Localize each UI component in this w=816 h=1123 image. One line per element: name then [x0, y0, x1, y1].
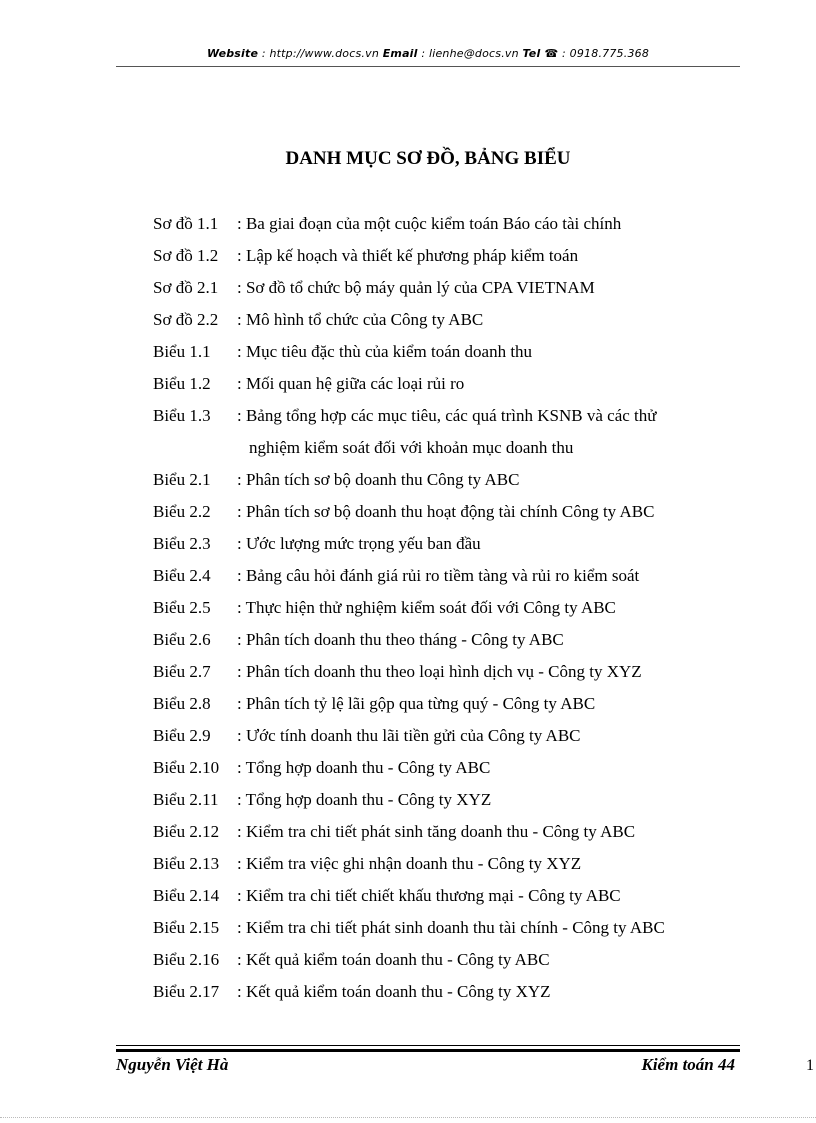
list-item	[153, 752, 737, 784]
entry-code: Biểu 1.3	[153, 406, 211, 425]
entry-text: : Bảng câu hỏi đánh giá rủi ro tiềm tàng và rủi ro kiểm soát	[237, 566, 640, 585]
entry-text-continuation: nghiệm kiểm soát đối với khoản mục doanh thu	[249, 438, 574, 457]
list-item	[153, 336, 737, 368]
page-title: DANH MỤC SƠ ĐỒ, BẢNG BIỂU	[285, 148, 571, 169]
entry-code: Sơ đồ 1.2	[153, 246, 219, 265]
list-item	[153, 464, 737, 496]
list-item	[153, 496, 737, 528]
entry-code: Biểu 2.15	[153, 918, 220, 937]
list-item	[153, 848, 737, 880]
entry-code: Biểu 2.4	[153, 566, 211, 585]
entry-text: : Kiểm tra việc ghi nhận doanh thu - Công ty XYZ	[237, 854, 582, 873]
list-item	[153, 592, 737, 624]
entry-code: Biểu 2.12	[153, 822, 220, 841]
entry-text: : Kết quả kiểm toán doanh thu - Công ty ABC	[237, 950, 550, 969]
entry-code: Biểu 2.8	[153, 694, 211, 713]
entry-text: : Phân tích sơ bộ doanh thu hoạt động tài chính Công ty ABC	[237, 502, 655, 521]
entry-code: Biểu 2.16	[153, 950, 220, 969]
list-item	[153, 624, 737, 656]
tel-value: : 0918.775.368	[558, 47, 650, 60]
footer-class: Kiểm toán 44	[641, 1055, 735, 1074]
entry-text: : Kiểm tra chi tiết chiết khấu thương mại - Công ty ABC	[237, 886, 621, 905]
entry-code: Biểu 2.5	[153, 598, 211, 617]
entry-text: : Phân tích doanh thu theo tháng - Công ty ABC	[237, 630, 564, 649]
entry-text: : Bảng tổng hợp các mục tiêu, các quá trình KSNB và các thử	[237, 406, 657, 425]
list-item	[153, 816, 737, 848]
entry-code: Biểu 2.13	[153, 854, 220, 873]
page-bottom-edge	[0, 1117, 816, 1118]
figure-list	[153, 208, 737, 1008]
entry-text: : Ước tính doanh thu lãi tiền gửi của Công ty ABC	[237, 726, 581, 745]
entry-code: Biểu 2.1	[153, 470, 211, 489]
entry-text: : Kết quả kiểm toán doanh thu - Công ty XYZ	[237, 982, 551, 1001]
entry-code: Biểu 2.6	[153, 630, 211, 649]
website-value[interactable]: : http://www.docs.vn	[258, 47, 383, 60]
list-item	[153, 560, 737, 592]
list-item	[153, 304, 737, 336]
list-item	[153, 880, 737, 912]
entry-code: Biểu 1.1	[153, 342, 211, 361]
entry-text: : Tổng hợp doanh thu - Công ty XYZ	[237, 790, 492, 809]
list-item	[153, 784, 737, 816]
entry-code: Biểu 2.11	[153, 790, 219, 809]
entry-code: Sơ đồ 1.1	[153, 214, 219, 233]
entry-code: Biểu 2.2	[153, 502, 211, 521]
list-item	[153, 912, 737, 944]
list-item	[153, 208, 737, 240]
email-label: Email	[382, 47, 418, 60]
entry-code: Biểu 2.7	[153, 662, 211, 681]
tel-label: Tel ☎	[522, 47, 559, 60]
list-item	[153, 656, 737, 688]
entry-code: Sơ đồ 2.2	[153, 310, 219, 329]
entry-text: : Kiểm tra chi tiết phát sinh tăng doanh thu - Công ty ABC	[237, 822, 636, 841]
entry-code: Biểu 1.2	[153, 374, 211, 393]
entry-code: Biểu 2.10	[153, 758, 220, 777]
footer-author: Nguyễn Việt Hà	[116, 1055, 229, 1074]
footer-divider-thin	[116, 1045, 740, 1046]
page-header	[116, 47, 740, 60]
list-item	[153, 688, 737, 720]
entry-text: : Mối quan hệ giữa các loại rủi ro	[237, 374, 465, 393]
entry-text: : Sơ đồ tổ chức bộ máy quản lý của CPA VIETNAM	[237, 278, 595, 297]
entry-text: : Mục tiêu đặc thù của kiểm toán doanh thu	[237, 342, 533, 361]
entry-text: : Mô hình tổ chức của Công ty ABC	[237, 310, 484, 329]
email-value[interactable]: : lienhe@docs.vn	[417, 47, 523, 60]
list-item	[153, 240, 737, 272]
entry-text: : Phân tích tỷ lệ lãi gộp qua từng quý - Công ty ABC	[237, 694, 596, 713]
list-item	[153, 720, 737, 752]
footer-divider-thick	[116, 1049, 740, 1052]
entry-text: : Thực hiện thử nghiệm kiểm soát đối với Công ty ABC	[237, 598, 616, 617]
website-label: Website	[206, 47, 259, 60]
entry-text: : Kiểm tra chi tiết phát sinh doanh thu tài chính - Công ty ABC	[237, 918, 665, 937]
entry-code: Biểu 2.9	[153, 726, 211, 745]
entry-code: Biểu 2.17	[153, 982, 220, 1001]
entry-text-wrapped	[237, 400, 737, 464]
list-item	[153, 976, 737, 1008]
list-item	[153, 400, 737, 464]
list-item	[153, 272, 737, 304]
entry-text: : Phân tích doanh thu theo loại hình dịch vụ - Công ty XYZ	[237, 662, 642, 681]
entry-text: : Lập kế hoạch và thiết kế phương pháp kiểm toán	[237, 246, 579, 265]
list-item	[153, 528, 737, 560]
entry-code: Biểu 2.3	[153, 534, 211, 553]
entry-text: : Phân tích sơ bộ doanh thu Công ty ABC	[237, 470, 520, 489]
entry-text: : Tổng hợp doanh thu - Công ty ABC	[237, 758, 491, 777]
page-number: 1	[806, 1057, 814, 1074]
entry-code: Biểu 2.14	[153, 886, 220, 905]
entry-text: : Ba giai đoạn của một cuộc kiểm toán Báo cáo tài chính	[237, 214, 622, 233]
header-divider	[116, 66, 740, 67]
entry-code: Sơ đồ 2.1	[153, 278, 219, 297]
entry-text: : Ước lượng mức trọng yếu ban đầu	[237, 534, 481, 553]
list-item	[153, 944, 737, 976]
list-item	[153, 368, 737, 400]
